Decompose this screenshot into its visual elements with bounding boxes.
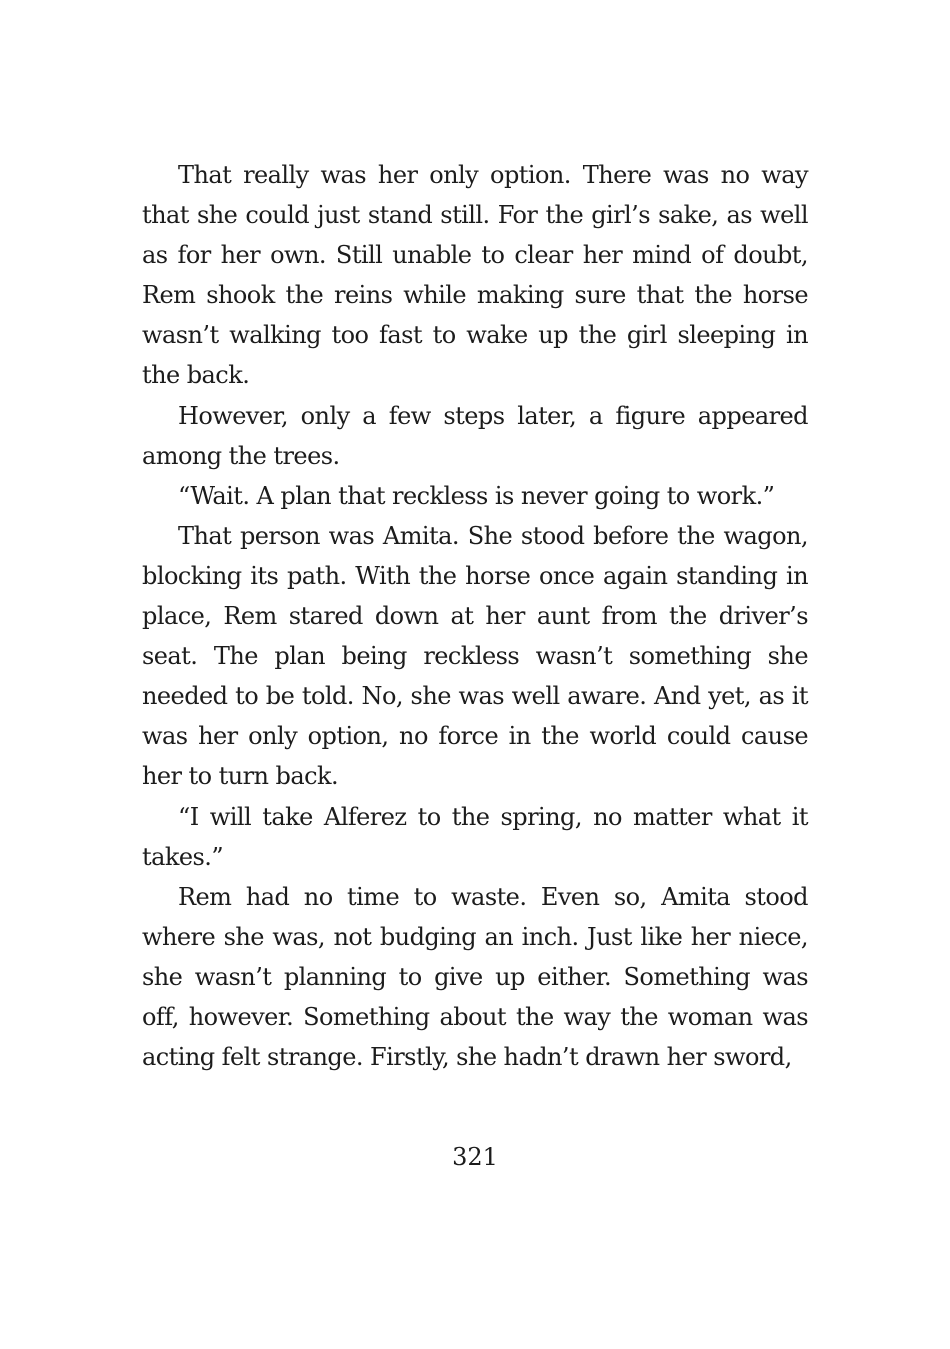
paragraph-2: However, only a few steps later, a figure appeared among the trees. xyxy=(142,401,808,470)
paragraph-1: That really was her only option. There was no way that she could just stand still. For the girl’s sake, as well as for her own. Still unable to clear her mind of doubt, Rem shook the reins while making sure that the horse wasn’t walking too fast to wake up the girl sleeping in the back. xyxy=(142,161,808,390)
body-text xyxy=(142,155,808,1077)
page-number: 321 xyxy=(452,1143,498,1171)
paragraph-4: That person was Amita. She stood before the wagon, blocking its path. With the horse once again standing in place, Rem stared down at her aunt from the driver’s seat. The plan being reckless wasn’t something she needed to be told. No, she was well aware. And yet, as it was her only option, no force in the world could cause her to turn back. xyxy=(142,521,808,791)
paragraph-3: “Wait. A plan that reckless is never going to work.” xyxy=(178,481,775,510)
paragraph-6: Rem had no time to waste. Even so, Amita stood where she was, not budging an inch. Just like her niece, she wasn’t planning to give up either. Something was off, however. Something about the way the woman was acting felt strange. Firstly, she hadn’t drawn her sword, xyxy=(142,882,808,1072)
paragraph-5: “I will take Alferez to the spring, no matter what it takes.” xyxy=(142,802,808,871)
